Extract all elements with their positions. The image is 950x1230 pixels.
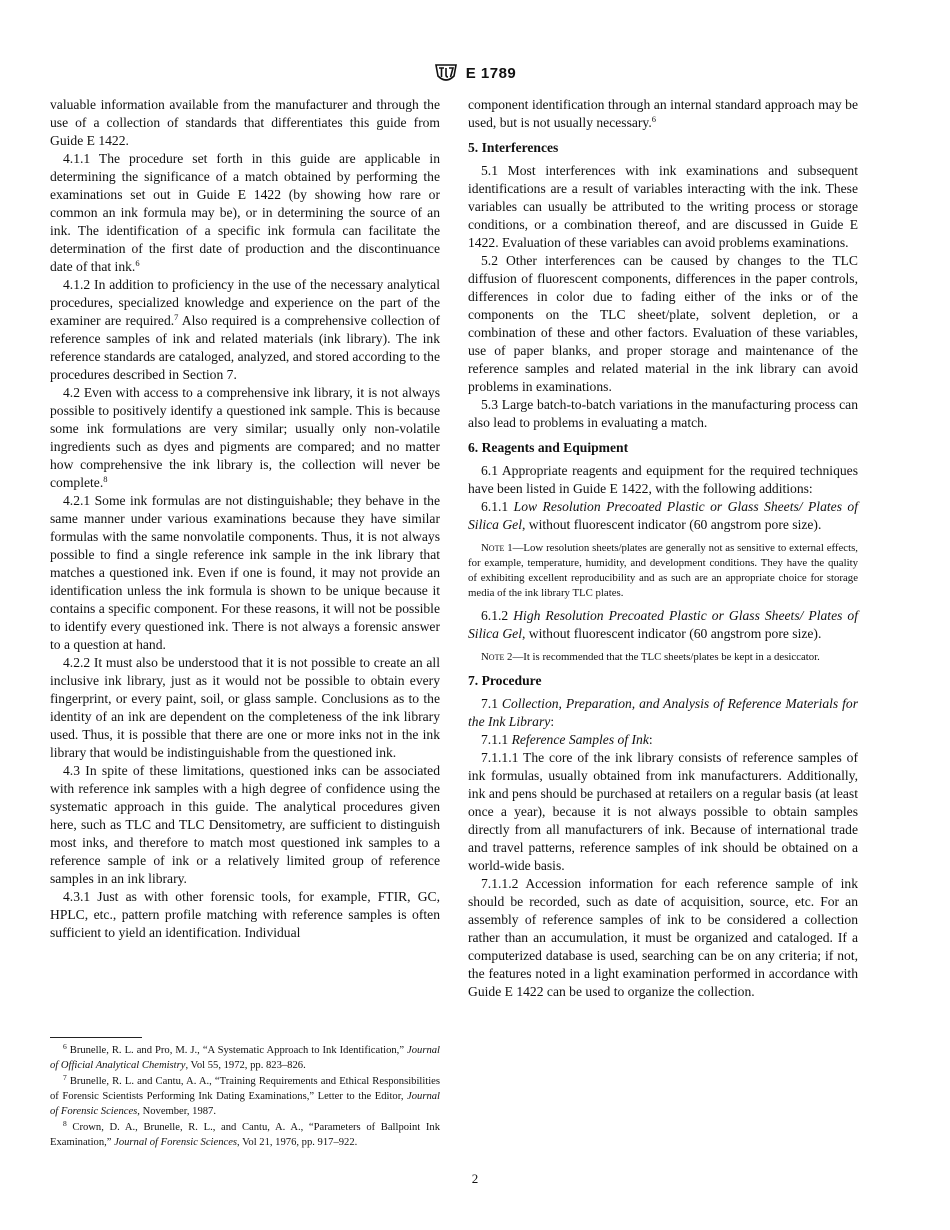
paragraph-7-1: 7.1 Collection, Preparation, and Analysis of Reference Materials for the Ink Library: bbox=[468, 696, 858, 729]
left-column bbox=[50, 96, 440, 942]
footnotes bbox=[50, 1043, 440, 1151]
astm-logo-icon bbox=[434, 62, 458, 84]
footnote-ref: 6 bbox=[651, 114, 656, 124]
footnote-7: $^7$ Brunelle, R. L. and Cantu, A. A., “Training Requirements and Ethical Responsibilities of Forensic Scientists Performing Ink Dating Examinations,” Letter to the Editor, Journal of Forensic Sciences, November, 1987. bbox=[50, 1073, 440, 1117]
paragraph-7-1-1: 7.1.1 Reference Samples of Ink: bbox=[481, 732, 653, 747]
paragraph-5-1: 5.1 Most interferences with ink examinations and subsequent identifications are a result of variables interacting with the ink. These variables can usually be attributed to the writing process or storage conditions, or a combination thereof, and are discussed in Guide E 1422. Evaluation of these variables can avoid problems examinations. bbox=[468, 163, 858, 250]
footnote-8: $^8$ Crown, D. A., Brunelle, R. L., and Cantu, A. A., “Parameters of Ballpoint Ink Examination,” Journal of Forensic Sciences, Vol 21, 1976, pp. 917–922. bbox=[50, 1119, 440, 1148]
page-header bbox=[0, 62, 950, 84]
paragraph-4-1-1: 4.1.1 The procedure set forth in this guide are applicable in determining the significance of a match obtained by performing the examinations set out in Guide E 1422 (by showing how rare or common an ink formula may be), or in determining the source of an ink. The identification of a specific ink formula can facilitate the determination of the first date of production and the discontinuance date of that ink.$^6$ bbox=[50, 151, 440, 274]
paragraph-7-1-1-2: 7.1.1.2 Accession information for each reference sample of ink should be recorded, such as date of acquisition, source, etc. For an assembly of reference samples of ink to be considered a collection rather than an accumulation, it must be organized and cataloged. If a computerized database is used, searching can be on any criteria; if not, the features noted in a light examination performed in accordance with Guide E 1422 can be used to organize the collection. bbox=[468, 876, 858, 999]
note-1: Note 1—Low resolution sheets/plates are generally not as sensitive to external effects, for example, temperature, humidity, and development conditions. They have the quality of exhibiting excellent reproducibility and as such are an appropriate choice for storage media of the ink library TLC plates. bbox=[468, 542, 858, 599]
paragraph-4-2-2: 4.2.2 It must also be understood that it is not possible to create an all inclusive ink library, just as it would not be possible to obtain every fingerprint, or every paint, soil, or glass sample. Conclusions as to the identity of an ink are dependent on the completeness of the ink library used. Thus, it is possible that there are one or more inks not in the ink library that would be indistinguishable from the questioned ink. bbox=[50, 655, 440, 760]
paragraph-7-1-1-1: 7.1.1.1 The core of the ink library consists of reference samples of ink formulas, usually obtained from ink manufacturers. Additionally, ink and pens should be purchased at retailers on a regular basis (at least once a year), because it is not always possible to obtain samples directly from all manufacturers of ink. Because of international trade and travel patterns, reference samples of ink should be obtained on a world-wide basis. bbox=[468, 750, 858, 873]
note-2: Note 2—It is recommended that the TLC sheets/plates be kept in a desiccator. bbox=[481, 651, 820, 663]
page-number: 2 bbox=[471, 1171, 479, 1186]
footnote-ref: 7 bbox=[174, 312, 179, 322]
section-heading-reagents: 6. Reagents and Equipment bbox=[468, 440, 629, 455]
footnote-divider bbox=[50, 1037, 142, 1038]
paragraph-4-2: 4.2 Even with access to a comprehensive ink library, it is not always possible to positively identify a questioned ink sample. This is because some ink formulations are very similar; usually only non-volatile ingredients such as dyes and pigments are compared; and no matter how comprehensive the ink library is, the collection will never be complete.$^8$ bbox=[50, 385, 440, 490]
paragraph-6-1-1: 6.1.1 Low Resolution Precoated Plastic or Glass Sheets/ Plates of Silica Gel, without fluorescent indicator (60 angstrom pore size). bbox=[468, 499, 858, 532]
paragraph-4-3-1: 4.3.1 Just as with other forensic tools, for example, FTIR, GC, HPLC, etc., pattern profile matching with reference samples is often sufficient to yield an identification. Individual bbox=[50, 889, 440, 940]
paragraph-5-3: 5.3 Large batch-to-batch variations in the manufacturing process can also lead to problems in evaluating a match. bbox=[468, 397, 858, 430]
paragraph-4-1-continued: valuable information available from the manufacturer and through the use of a collection of standards that differentiates this guide from Guide E 1422. bbox=[50, 97, 440, 148]
standard-designation: E 1789 bbox=[465, 64, 517, 82]
paragraph-4-1-2: 4.1.2 In addition to proficiency in the use of the necessary analytical procedures, specialized knowledge and experience on the part of the examiner are required.$^7$ Also required is a comprehensive collection of reference samples of ink and related materials (ink library). The ink reference standards are cataloged, analyzed, and stored according to the procedures described in Section 7. bbox=[50, 277, 440, 382]
paragraph-4-2-1: 4.2.1 Some ink formulas are not distinguishable; they behave in the same manner under various examinations because they have similar formulas with the same nonvolatile components. Thus, it is not always possible to find a single reference ink sample in the ink library that matches a questioned ink. Even if one is found, it may not provide an identification unless the ink formula is shown to be unique because it contains a specific component. For these reasons, it will not be possible to identify every questioned ink. There is not always a forensic answer to a question at hand. bbox=[50, 493, 440, 652]
footnote-ref: 8 bbox=[103, 474, 108, 484]
paragraph-4-3: 4.3 In spite of these limitations, questioned inks can be associated with reference ink samples with a high degree of confidence using the systematic approach in this guide. The analytical procedures given here, such as TLC and TLC Densitometry, are sufficient to distinguish most inks, and therefore to match most questioned ink samples to a reference sample of ink or a relatively limited group of reference samples in an ink library. bbox=[50, 763, 440, 886]
paragraph-4-3-1-continued: component identification through an internal standard approach may be used, but is not usually necessary.$^6$ bbox=[468, 97, 858, 130]
paragraph-6-1-2: 6.1.2 High Resolution Precoated Plastic or Glass Sheets/ Plates of Silica Gel, without fluorescent indicator (60 angstrom pore size). bbox=[468, 608, 858, 641]
right-column bbox=[468, 96, 858, 1001]
section-heading-procedure: 7. Procedure bbox=[468, 673, 542, 688]
footnote-6: $^6$ Brunelle, R. L. and Pro, M. J., “A Systematic Approach to Ink Identification,” Journal of Official Analytical Chemistry, Vol 55, 1972, pp. 823–826. bbox=[50, 1042, 440, 1071]
section-heading-interferences: 5. Interferences bbox=[468, 140, 559, 155]
paragraph-5-2: 5.2 Other interferences can be caused by changes to the TLC diffusion of fluorescent components, differences in the paper controls, differences in color due to fading either of the inks or of the components on the TLC sheet/plate, solvent depletion, or a combination of these and other factors. Evaluation of these variables, use of paper blanks, and proper storage and maintenance of the reference samples and related material in the ink library can avoid problems in examinations. bbox=[468, 253, 858, 394]
footnote-ref: 6 bbox=[135, 258, 140, 268]
paragraph-6-1: 6.1 Appropriate reagents and equipment for the required techniques have been listed in Guide E 1422, with the following additions: bbox=[468, 463, 858, 496]
